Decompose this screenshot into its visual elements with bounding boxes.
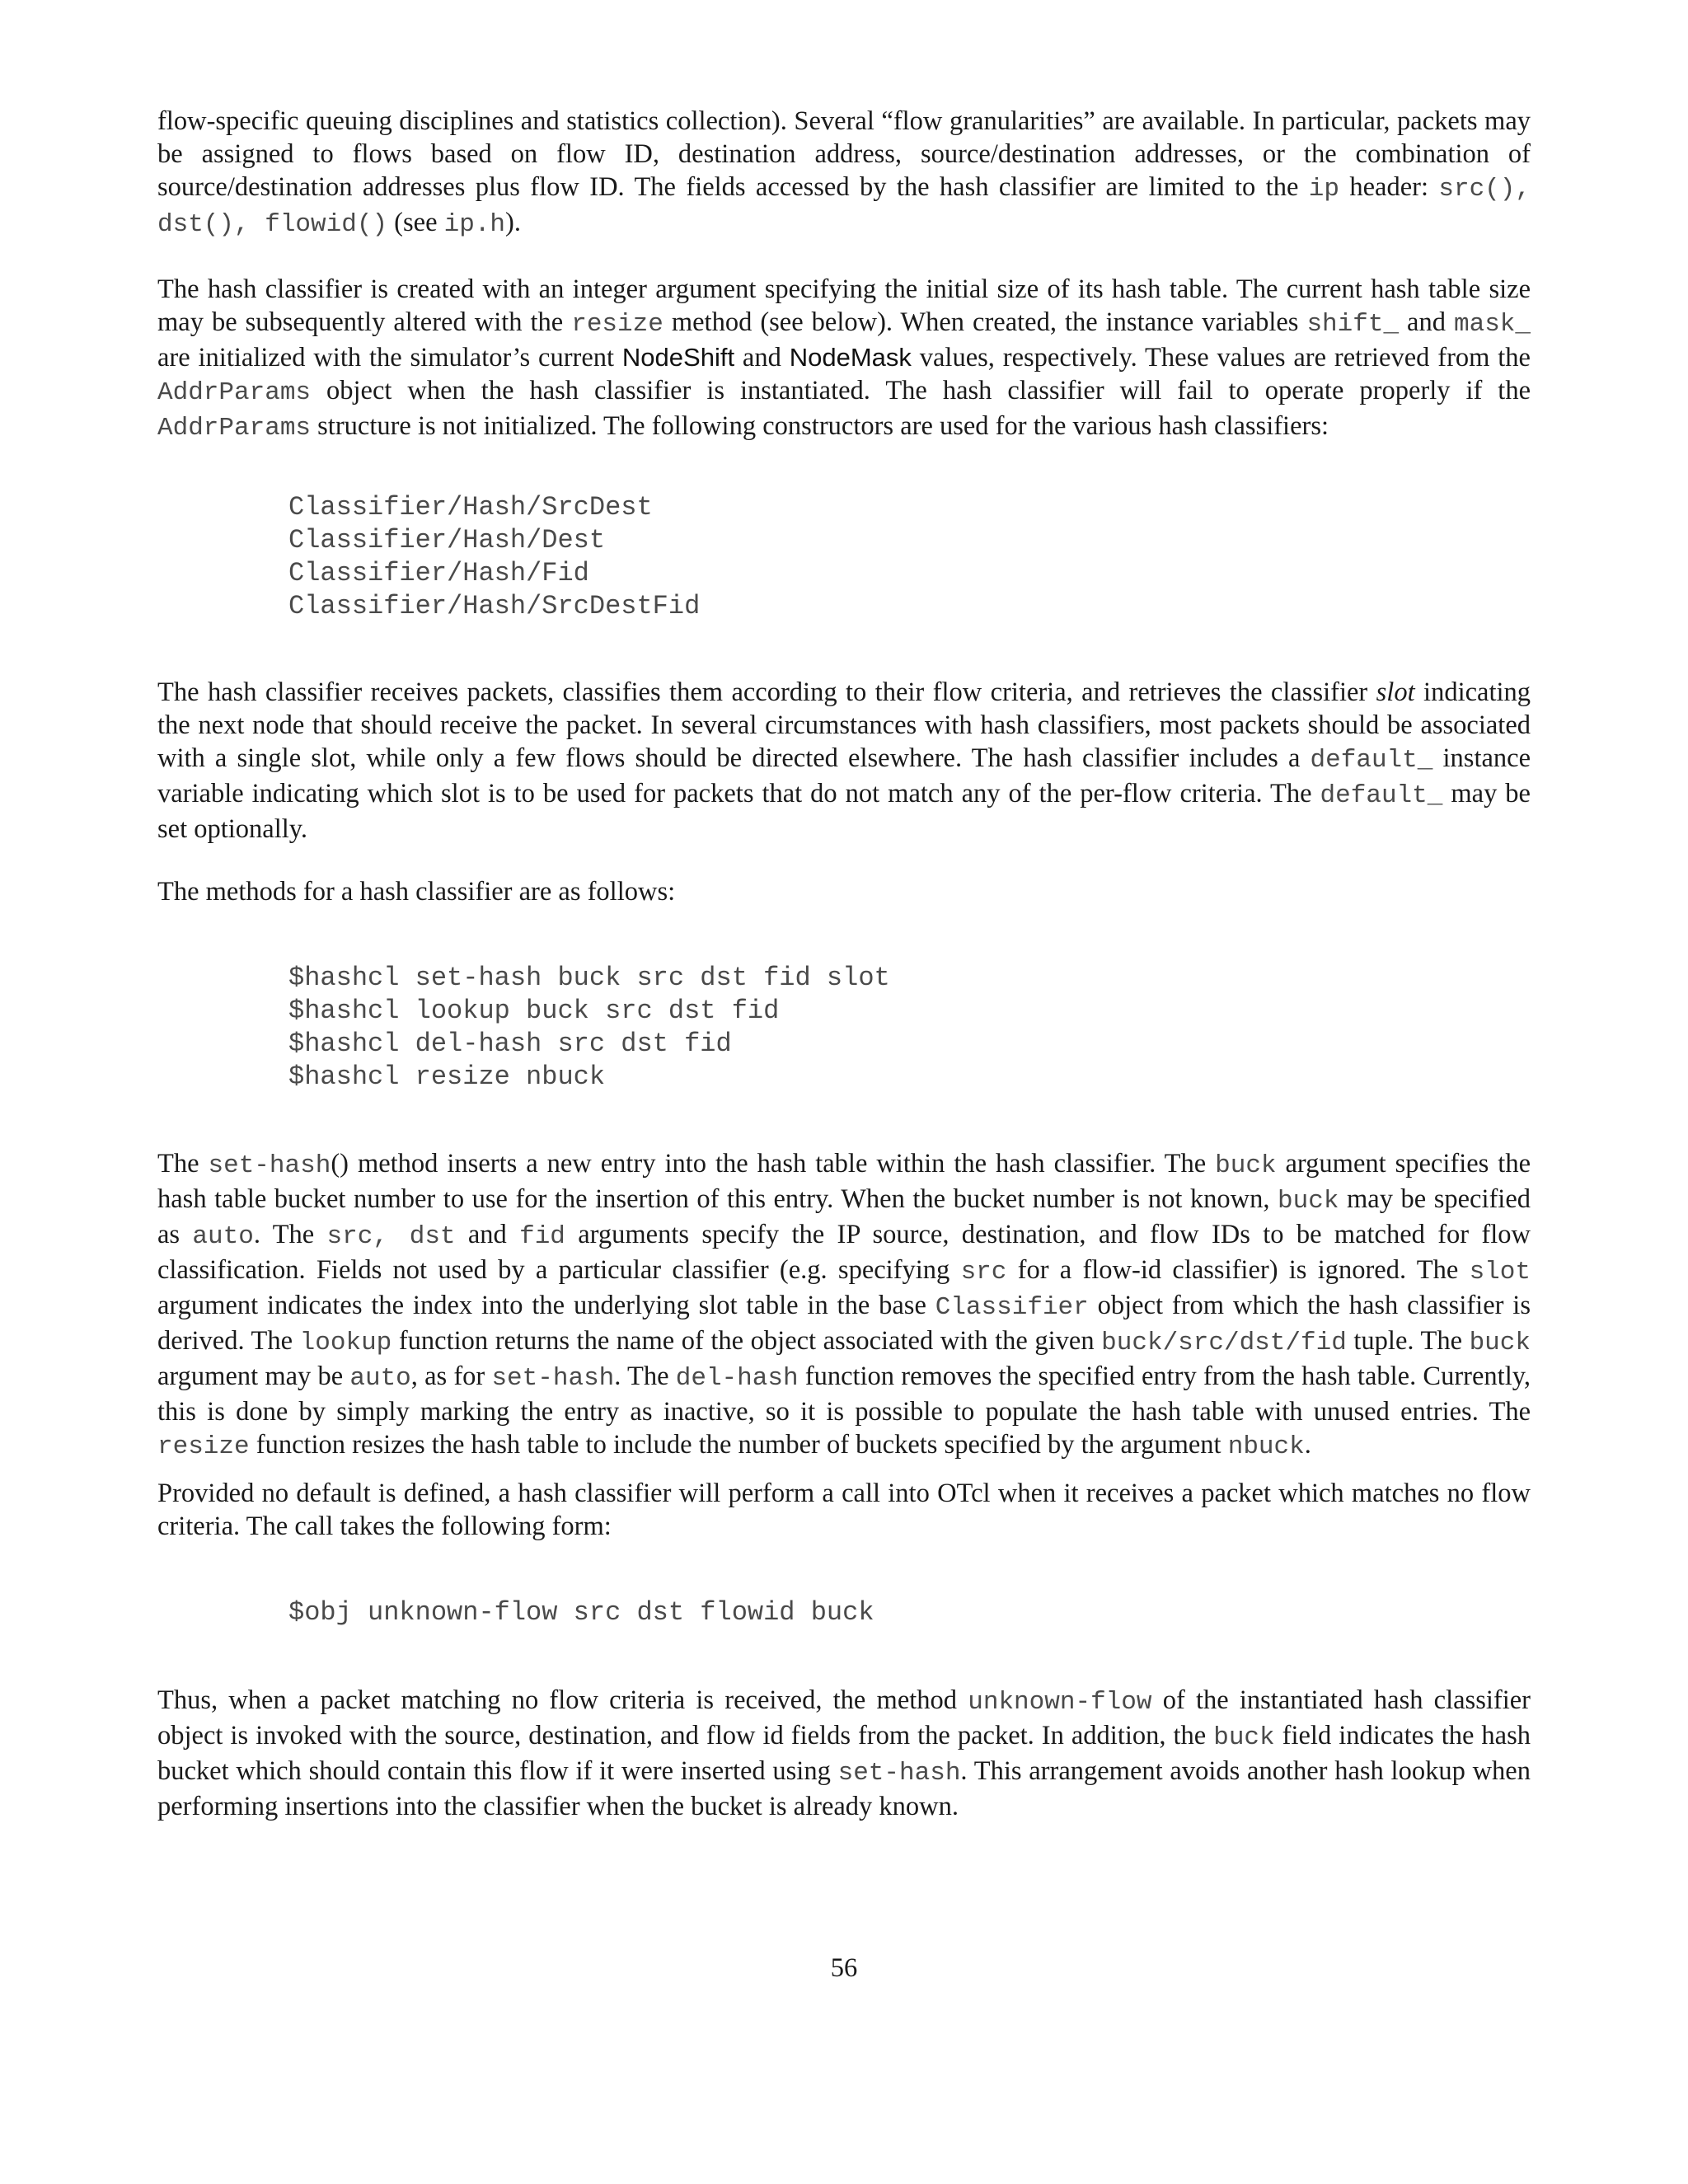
inline-code: fid bbox=[519, 1222, 565, 1251]
text-run: are initialized with the simulator’s current bbox=[157, 343, 622, 373]
text-run: instance variable indicating which slot is to be used for packets that do not match any of the per-flow criteria. The bbox=[157, 743, 1531, 808]
text-run: , as for bbox=[410, 1361, 492, 1391]
code-block-methods bbox=[288, 962, 890, 1094]
inline-code: src bbox=[960, 1258, 1007, 1286]
text-run: The hash classifier is created with an integer argument specifying the initial size of its hash table. The current hash table size may be subsequently altered with the bbox=[157, 274, 1531, 337]
text-run: Provided no default is defined, a hash classifier will perform a call into OTcl when it receives a packet which matches no flow criteria. The call takes the following form: bbox=[157, 1479, 1531, 1541]
text-run: argument specifies the hash table bucket number to use for the insertion of this entry. When the bucket number is not known, bbox=[157, 1149, 1531, 1214]
paragraph-otcl-call bbox=[157, 1477, 1531, 1543]
inline-code: unknown-flow bbox=[968, 1688, 1152, 1717]
inline-code: src, dst bbox=[326, 1222, 456, 1251]
paragraph-methods-intro bbox=[157, 875, 1531, 908]
code-line: $hashcl del-hash src dst fid bbox=[288, 1029, 732, 1059]
inline-code: ip bbox=[1308, 175, 1339, 204]
text-run: The methods for a hash classifier are as follows: bbox=[157, 877, 676, 907]
inline-code: slot bbox=[1469, 1258, 1531, 1286]
code-line: Classifier/Hash/Fid bbox=[288, 558, 589, 588]
code-line: Classifier/Hash/SrcDest bbox=[288, 492, 653, 523]
text-run: method (see below). When created, the instance variables bbox=[663, 307, 1307, 337]
text-run: for a flow-id classifier) is ignored. The bbox=[1006, 1255, 1470, 1285]
text-run: values, respectively. These values are retrieved from the bbox=[911, 343, 1531, 373]
text-run: flow-specific queuing disciplines and statistics collection). Several “flow granularities” are available. In particular, packets may be assigned to flows based on flow ID, destination address, source/destination addresses, or the combination of source/destination addresses plus flow ID. The fields accessed by the hash classifier are limited to the bbox=[157, 106, 1531, 202]
text-run: argument may be bbox=[157, 1361, 350, 1391]
inline-code: buck bbox=[1469, 1329, 1531, 1357]
paragraph-unknown-flow bbox=[157, 1684, 1531, 1823]
text-run: function removes the specified entry from the hash table. Currently, this is done by simply marking the entry as inactive, so it is possible to populate the hash table with unused entries. The bbox=[157, 1361, 1531, 1427]
text-run: . bbox=[1304, 1430, 1311, 1460]
inline-emphasis: slot bbox=[1376, 677, 1415, 707]
inline-code: src(), bbox=[1438, 175, 1531, 204]
inline-code: ip.h bbox=[443, 210, 506, 239]
paragraph-hash-classifier-creation bbox=[157, 273, 1531, 445]
inline-code: buck bbox=[1213, 1723, 1275, 1752]
paragraph-hash-classifier-slots bbox=[157, 676, 1531, 846]
text-run: . The bbox=[614, 1361, 676, 1391]
text-run: The bbox=[157, 1149, 209, 1179]
inline-code: buck bbox=[1278, 1187, 1339, 1216]
code-line: Classifier/Hash/Dest bbox=[288, 525, 606, 555]
inline-code: Classifier bbox=[935, 1293, 1089, 1322]
text-run: and bbox=[734, 343, 790, 373]
inline-code: auto bbox=[349, 1364, 411, 1393]
inline-code: set-hash bbox=[491, 1364, 615, 1393]
inline-sans-term: NodeMask bbox=[789, 343, 912, 372]
text-run: and bbox=[455, 1220, 520, 1249]
inline-code: shift_ bbox=[1306, 310, 1400, 339]
text-run: (see bbox=[387, 208, 444, 237]
text-run: of the instantiated hash classifier object is invoked with the source, destination, and flow id fields from the packet. In addition, the bbox=[157, 1685, 1531, 1750]
page-number: 56 bbox=[830, 1953, 858, 1983]
text-run: The hash classifier receives packets, classifies them according to their flow criteria, and retrieves the classifier bbox=[157, 677, 1376, 707]
text-run: structure is not initialized. The following constructors are used for the various hash classifiers: bbox=[311, 411, 1329, 441]
inline-code: AddrParams bbox=[157, 414, 312, 443]
text-run: arguments specify the IP source, destination, and flow IDs to be matched for flow classification. Fields not used by a particular classifier (e.g. specifying bbox=[157, 1220, 1531, 1285]
text-run: ). bbox=[505, 208, 521, 237]
code-line: $obj unknown-flow src dst flowid buck bbox=[288, 1597, 874, 1628]
code-block-constructors bbox=[288, 491, 700, 623]
paragraph-method-descriptions bbox=[157, 1147, 1531, 1464]
text-run: tuple. The bbox=[1346, 1326, 1470, 1356]
text-run: function returns the name of the object associated with the given bbox=[392, 1326, 1102, 1356]
text-run: function resizes the hash table to include the number of buckets specified by the argument bbox=[249, 1430, 1228, 1460]
text-run: field indicates the hash bucket which should contain this flow if it were inserted using bbox=[157, 1721, 1531, 1786]
inline-code: set-hash bbox=[208, 1151, 331, 1180]
inline-code: resize bbox=[157, 1432, 250, 1461]
text-run: indicating the next node that should receive the packet. In several circumstances with hash classifiers, most packets should be associated with a single slot, while only a few flows should be directed elsewhere. The hash classifier includes a bbox=[157, 677, 1531, 773]
inline-code: buck bbox=[1215, 1151, 1277, 1180]
text-run: () method inserts a new entry into the hash table within the hash classifier. The bbox=[331, 1149, 1216, 1179]
inline-code: AddrParams bbox=[157, 378, 312, 407]
inline-code: lookup bbox=[299, 1329, 392, 1357]
text-run: . The bbox=[253, 1220, 327, 1249]
inline-code: del-hash bbox=[675, 1364, 799, 1393]
text-run: may be set optionally. bbox=[157, 779, 1531, 844]
text-run: object when the hash classifier is instantiated. The hash classifier will fail to operate properly if the bbox=[311, 376, 1531, 405]
inline-sans-term: NodeShift bbox=[621, 343, 735, 372]
inline-code: dst(), flowid() bbox=[157, 210, 388, 239]
text-run: . This arrangement avoids another hash lookup when performing insertions into the classifier when the bucket is already known. bbox=[157, 1756, 1531, 1821]
inline-code: default_ bbox=[1320, 781, 1443, 810]
paragraph-flow-granularities bbox=[157, 105, 1531, 241]
code-line: $hashcl set-hash buck src dst fid slot bbox=[288, 963, 890, 993]
text-run: and bbox=[1399, 307, 1454, 337]
text-run: object from which the hash classifier is derived. The bbox=[157, 1291, 1531, 1356]
code-line: $hashcl resize nbuck bbox=[288, 1062, 606, 1092]
inline-code: nbuck bbox=[1227, 1432, 1305, 1461]
text-run: Thus, when a packet matching no flow criteria is received, the method bbox=[157, 1685, 968, 1715]
inline-code: set-hash bbox=[837, 1759, 961, 1788]
inline-code: default_ bbox=[1310, 746, 1433, 775]
inline-code: buck/src/dst/fid bbox=[1101, 1329, 1347, 1357]
text-run: argument indicates the index into the underlying slot table in the base bbox=[157, 1291, 935, 1320]
inline-code: mask_ bbox=[1453, 310, 1531, 339]
inline-code: auto bbox=[192, 1222, 254, 1251]
code-line: Classifier/Hash/SrcDestFid bbox=[288, 591, 701, 621]
text-run: may be specified as bbox=[157, 1184, 1531, 1249]
text-run: header: bbox=[1339, 172, 1439, 202]
code-block-unknown-flow bbox=[288, 1596, 874, 1629]
code-line: $hashcl lookup buck src dst fid bbox=[288, 996, 780, 1026]
inline-code: resize bbox=[571, 310, 663, 339]
